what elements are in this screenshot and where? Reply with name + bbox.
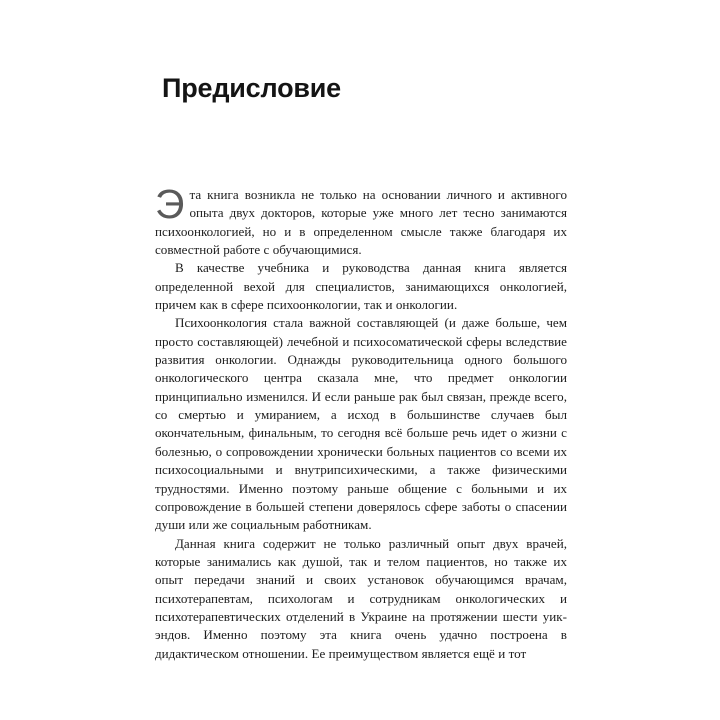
drop-cap-letter: Э <box>155 181 185 227</box>
paragraph-1-text: та книга возникла не только на основании личного и активного опыта двух докторов, которые уже много лет тесно занимаются психоонкологией, но и в определенном смысле также благодаря их совместной работе с обучающимися. <box>155 187 567 258</box>
paragraph-4: Данная книга содержит не только различный опыт двух врачей, которые занимались как душой, так и телом пациентов, но также их опыт передачи знаний и своих установок обучающимся врачам, психотерапевтам, психологам и сотрудникам онкологических и психотерапевтических отделений в Украине на протяжении шести уик-эндов. Именно поэтому эта книга очень удачно построена в дидактическом отношении. Ее преимуществом является ещё и тот <box>155 535 567 661</box>
paragraph-1 <box>155 181 567 259</box>
page-title: Предисловие <box>162 73 341 103</box>
body-text-block <box>155 181 567 663</box>
paragraph-3: Психоонкология стала важной составляющей (и даже больше, чем просто составляющей) лечебной и психосоматической сферы вследствие развития онкологии. Однажды руководительница одного большого онкологического центра сказала мне, что предмет онкологии принципиально изменился. И если раньше рак был связан, прежде всего, со смертью и умиранием, а исход в большинстве случаев был окончательным, финальным, то сегодня всё больше речь идет о жизни с болезнью, о сопровождении хронически больных пациентов со всеми их психосоциальными и внутрипсихическими, а также физическими трудностями. Именно поэтому раньше общение с больными и их сопровождение в большей степени доверялось сфере заботы о спасении души или же социальным работникам. <box>155 315 567 533</box>
paragraph-2: В качестве учебника и руководства данная книга является определенной вехой для специалистов, занимающихся онкологией, причем как в сфере психоонкологии, так и онкологии. <box>155 260 567 313</box>
